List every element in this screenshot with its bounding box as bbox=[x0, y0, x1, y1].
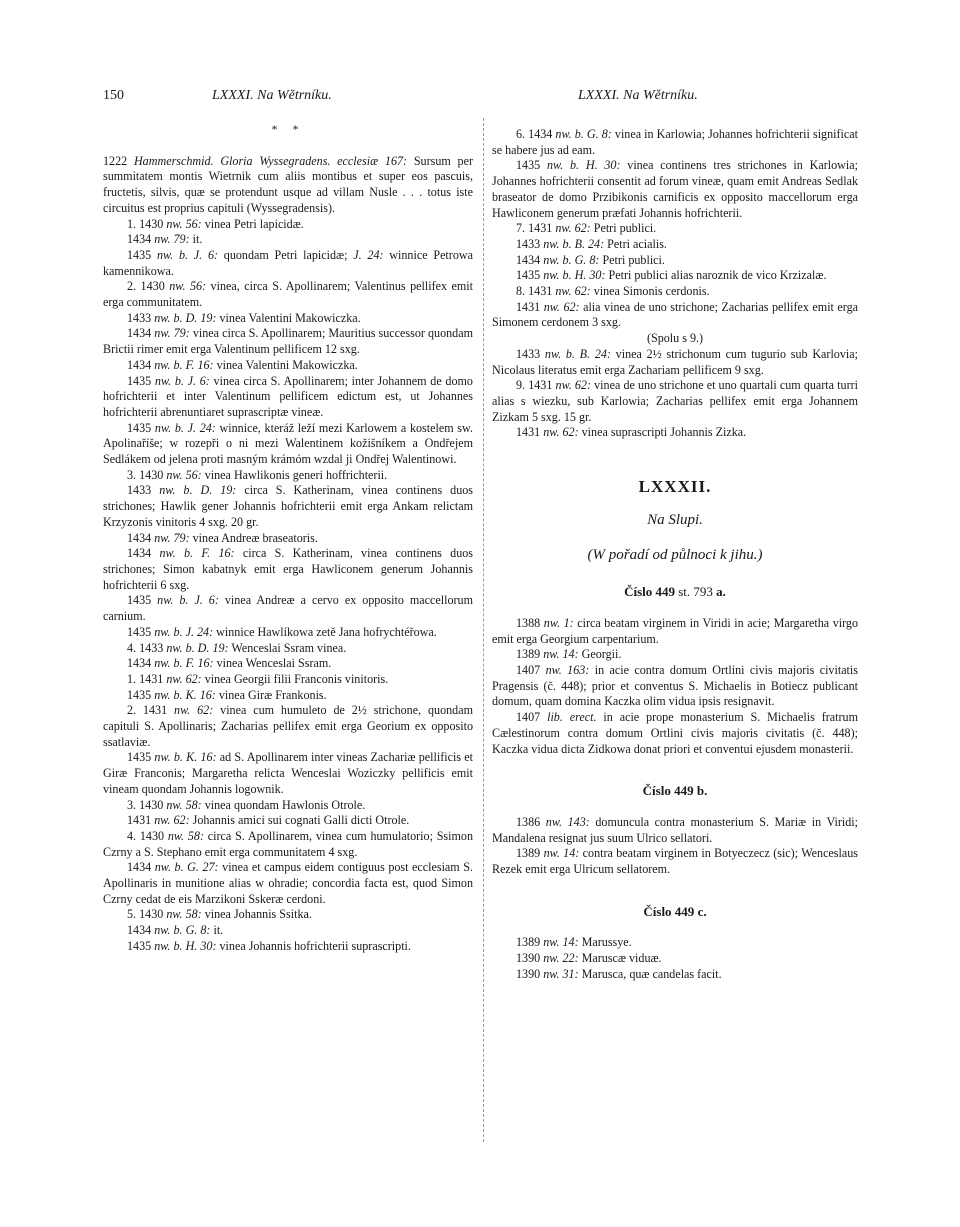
entry-paragraph: 7. 1431 nw. 62: Petri publici. bbox=[516, 221, 657, 236]
entry-paragraph: 1389 nw. 14: Georgii. bbox=[516, 647, 622, 662]
entry-paragraph: 5. 1430 nw. 58: vinea Johannis Ssitka. bbox=[127, 907, 312, 922]
cislo-st: st. 793 bbox=[678, 584, 713, 600]
entry-paragraph: 1435 nw. b. J. 6: vinea circa S. Apollinarem; inter Johannem de domo hofrichterii et inter Valentinum pellificem edictum est, ut Johannes hofrichterii abrenuntiaret suprascriptæ vineæ. bbox=[103, 373, 473, 419]
entry-paragraph: (Spolu s 9.) bbox=[646, 331, 704, 346]
entry-paragraph: 1435 nw. b. H. 30: vinea Johannis hofrichterii suprascripti. bbox=[127, 938, 411, 953]
entry-paragraph: 1434 nw. 79: it. bbox=[127, 232, 203, 247]
entry-paragraph: 2. 1431 nw. 62: vinea cum humuleto de 2½ strichone, quondam capituli S. Apollinaris; Zacharias pellifex emit erga Georium ex opposito ssatlaviæ. bbox=[103, 703, 473, 749]
running-title-right: LXXXI. Na Wětrníku. bbox=[578, 88, 698, 103]
entry-paragraph: 1435 nw. b. J. 24: winnice Hawlíkowa zetě Jana hofrychtéřowa. bbox=[127, 624, 437, 639]
cislo-suffix: c. bbox=[697, 903, 707, 919]
entry-paragraph: 1434 nw. 79: vinea Andreæ braseatoris. bbox=[127, 530, 318, 545]
entry-paragraph: 4. 1433 nw. b. D. 19: Wenceslai Ssram vinea. bbox=[127, 640, 347, 655]
section-subtitle: Na Slupi. bbox=[647, 511, 703, 528]
entries-449c bbox=[492, 935, 858, 982]
entry-paragraph: 9. 1431 nw. 62: vinea de uno strichone et uno quartali cum quarta turri alias s wiezku, sub Karlowia; Zacharias pellifex emit erga Johannem Zizkam 5 sxg. 15 gr. bbox=[492, 378, 858, 424]
entry-paragraph: 6. 1434 nw. b. G. 8: vinea in Karlowia; Johannes hofrichterii significat se habere jus ad eam. bbox=[492, 127, 858, 157]
entry-paragraph: 3. 1430 nw. 58: vinea quondam Hawlonis Otrole. bbox=[127, 797, 366, 812]
page-number: 150 bbox=[103, 88, 124, 103]
entry-paragraph: 1434 nw. b. G. 8: Petri publici. bbox=[516, 252, 665, 267]
entry-paragraph: 1435 nw. b. H. 30: vinea continens tres strichones in Karlowia; Johannes hofrichterii consentit ad forum vineæ, quam emit Andreas Sedlak braseator de domo Przibikonis carnificis ex opposito maccellorum erga Hawliconem generum præfati Johannis hofrichterii. bbox=[492, 158, 858, 220]
entry-paragraph: 1386 nw. 143: domuncula contra monasterium S. Mariæ in Viridi; Mandalena resignat jus suum Ulrico sellatori. bbox=[492, 814, 859, 845]
cislo-suffix: b. bbox=[696, 783, 708, 799]
section-stars: * * bbox=[271, 122, 305, 136]
section-heading: LXXXII. bbox=[638, 477, 712, 497]
cislo-label: Číslo 449 bbox=[624, 584, 675, 600]
entry-paragraph: 1435 nw. b. J. 6: quondam Petri lapicidæ; J. 24: winnice Petrowa kamennikowa. bbox=[103, 247, 473, 278]
entry-paragraph: 4. 1430 nw. 58: circa S. Apollinarem, vinea cum humulatorio; Ssimon Czrny a S. Stephano emit erga communitatem 4 sxg. bbox=[103, 828, 474, 859]
running-title-left: LXXXI. Na Wětrníku. bbox=[212, 88, 332, 103]
cislo-label: Číslo 449 bbox=[642, 783, 694, 799]
entry-paragraph: 2. 1430 nw. 56: vinea, circa S. Apollinarem; Valentinus pellifex emit erga communitatem. bbox=[103, 279, 473, 310]
entry-paragraph: 1435 nw. b. J. 6: vinea Andreæ a cervo ex opposito maccellorum carnium. bbox=[103, 593, 473, 624]
entry-paragraph: 3. 1430 nw. 56: vinea Hawlikonis generi hoffrichterii. bbox=[127, 467, 388, 482]
entry-paragraph: 1431 nw. 62: Johannis amici sui cognati Galli dicti Otrole. bbox=[127, 813, 410, 828]
entry-paragraph: 1389 nw. 14: contra beatam virginem in Botyeczecz (sic); Wenceslaus Rezek emit erga Ulricum sellatorem. bbox=[492, 846, 858, 877]
right-entries-top bbox=[492, 127, 858, 441]
left-column bbox=[103, 122, 473, 955]
entry-paragraph: 1390 nw. 22: Maruscæ viduæ. bbox=[516, 951, 662, 966]
entry-paragraph: 1222 Hammerschmid. Gloria Wyssegradens. ecclesiæ 167: Sursum per summitatem montis Wietrnik cum aliis montibus et super eos pascuis, fructetis, silvis, quæ se protendunt usque ad villam Nusle . . . totus iste circuitus est proprius capituli (Wyssegradensis). bbox=[103, 153, 473, 215]
entry-paragraph: 1431 nw. 62: vinea suprascripti Johannis Zizka. bbox=[516, 425, 747, 440]
entries-449b bbox=[492, 815, 858, 878]
entry-paragraph: 1431 nw. 62: alia vinea de uno strichone; Zacharias pellifex emit erga Simonem cerdonem 3 sxg. bbox=[492, 299, 859, 330]
entry-paragraph: 1433 nw. b. D. 19: vinea Valentini Makowiczka. bbox=[127, 310, 361, 325]
entry-paragraph: 1434 nw. b. G. 8: it. bbox=[127, 923, 224, 938]
entry-paragraph: 1434 nw. b. F. 16: vinea Wenceslai Ssram. bbox=[127, 656, 332, 671]
entry-paragraph: 1434 nw. b. G. 27: vinea et campus eidem contiguus post ecclesiam S. Apollinaris in munitione alias w ohradie; concordia facta est, quod Simon Czrny cedat de eis Marzikoni Sskeræ cerdoni. bbox=[103, 860, 473, 906]
entry-paragraph: 1435 nw. b. J. 24: winnice, kteráž leží mezi Karlowem a kostelem sw. Apolinaříše; w rozepři o ni mezi Walentinem kožišníkem a Ondřejem Sedlákem od jelena proti masným krámóm wzdal ji Ondřej Walentinowi. bbox=[103, 420, 473, 467]
entry-paragraph: 1433 nw. b. B. 24: vinea 2½ strichonum cum tugurio sub Karlovia; Nicolaus literatus emit erga Zachariam pellificem 9 sxg. bbox=[492, 346, 858, 377]
entry-paragraph: 1407 nw. 163: in acie contra domum Ortlini civis majoris civitatis Pragensis (č. 448); prior et conventus S. Michaelis in Botiecz publicant domum, quam domina Kaczka olim vidua ipsis resignavit. bbox=[492, 662, 858, 709]
page-header bbox=[0, 88, 960, 110]
entry-paragraph: 1388 nw. 1: circa beatam virginem in Viridi in acie; Margaretha virgo emit erga Georgium carpentarium. bbox=[492, 615, 859, 646]
entry-paragraph: 1435 nw. b. K. 16: vinea Giræ Frankonis. bbox=[127, 687, 327, 702]
right-column bbox=[492, 127, 858, 983]
entry-paragraph: 1433 nw. b. D. 19: circa S. Katherinam, vinea continens duos strichones; Hawlik gener Johannis hofrichterii emit erga Ankam relictam Krzyzonis vinitoris 4 sxg. 20 gr. bbox=[103, 483, 473, 529]
cislo-449a-heading bbox=[492, 584, 858, 600]
entry-paragraph: 1. 1431 nw. 62: vinea Georgii filii Franconis vinitoris. bbox=[127, 671, 389, 686]
entry-paragraph: 1434 nw. 79: vinea circa S. Apollinarem; Mauritius successor quondam Brictii rimer emit erga Valentinum pellificem 12 sxg. bbox=[103, 326, 473, 357]
column-divider bbox=[483, 118, 484, 1142]
entry-paragraph: 1. 1430 nw. 56: vinea Petri lapicidæ. bbox=[127, 216, 304, 231]
entry-paragraph: 1433 nw. b. B. 24: Petri acialis. bbox=[516, 236, 667, 251]
cislo-label: Číslo 449 bbox=[643, 903, 695, 919]
cislo-suffix: a. bbox=[716, 584, 726, 600]
entry-paragraph: 1389 nw. 14: Marussye. bbox=[516, 935, 632, 950]
entry-paragraph: 1435 nw. b. H. 30: Petri publici alias naroznik de vico Krzizalæ. bbox=[516, 268, 827, 283]
entry-paragraph: 1435 nw. b. K. 16: ad S. Apollinarem inter vineas Zachariæ pellificis et Giræ Franconis; Margaretha relicta Wenceslai Woziczky pellificis emit vineam quondam Johannis logownik. bbox=[103, 750, 474, 796]
entry-paragraph: 1407 lib. erect. in acie prope monasterium S. Michaelis fratrum Cælestinorum contra domum Ortlini civis majoris civitatis (č. 448); Kaczka vidua dicta Zidkowa donat priori et conventui ejusdem monasterii. bbox=[492, 710, 858, 756]
entry-paragraph: 8. 1431 nw. 62: vinea Simonis cerdonis. bbox=[516, 284, 710, 299]
left-entries bbox=[103, 154, 473, 955]
entry-paragraph: 1390 nw. 31: Marusca, quæ candelas facit. bbox=[516, 966, 722, 981]
section-note: (W pořadí od půlnoci k jihu.) bbox=[587, 547, 763, 564]
cislo-449b-heading bbox=[492, 783, 858, 799]
cislo-449c-heading bbox=[492, 904, 858, 920]
entry-paragraph: 1434 nw. b. F. 16: vinea Valentini Makowiczka. bbox=[127, 357, 358, 372]
entries-449a bbox=[492, 616, 858, 757]
entry-paragraph: 1434 nw. b. F. 16: circa S. Katherinam, vinea continens duos strichones; Simon kabatnyk emit erga Hawliconem generum Johannis hofrichterii 6 sxg. bbox=[103, 546, 473, 592]
